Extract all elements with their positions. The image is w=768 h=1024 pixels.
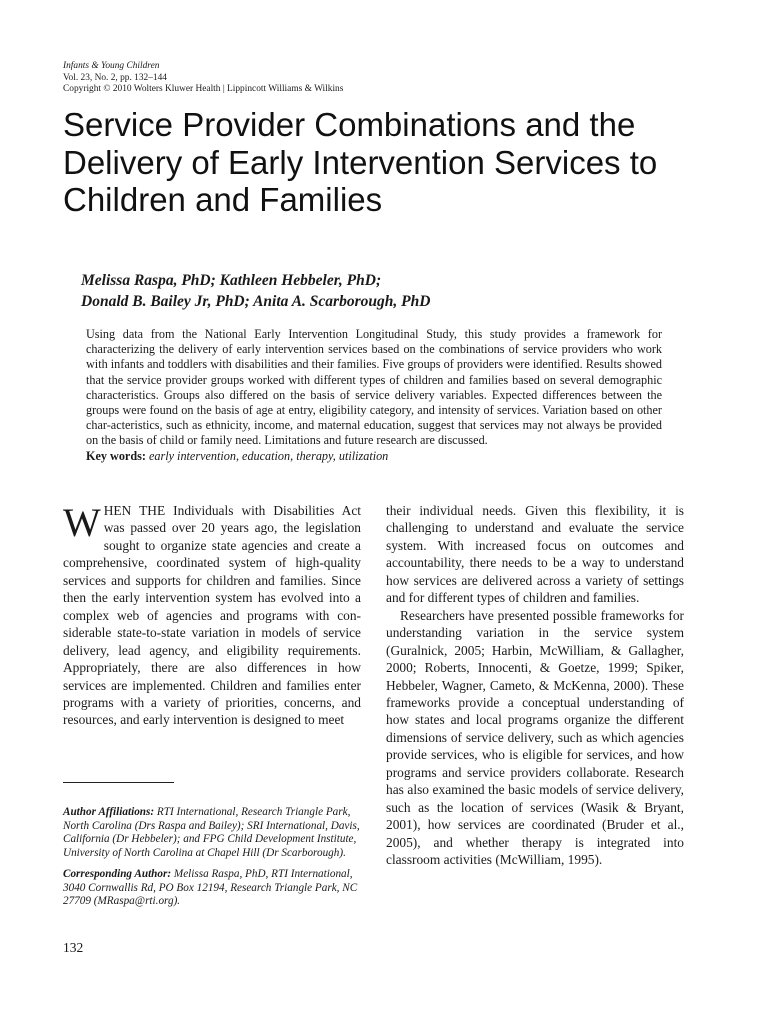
footnote-divider bbox=[63, 782, 174, 783]
keywords bbox=[86, 449, 662, 464]
affiliations-label: Author Affiliations: bbox=[63, 806, 155, 818]
drop-cap: W bbox=[63, 500, 101, 545]
keywords-list: early intervention, education, therapy, utilization bbox=[148, 448, 389, 463]
journal-volume: Vol. 23, No. 2, pp. 132–144 bbox=[63, 72, 167, 83]
authors-line-2: Donald B. Bailey Jr, PhD; Anita A. Scarborough, PhD bbox=[81, 292, 431, 310]
footnotes bbox=[63, 806, 363, 916]
body-paragraph bbox=[63, 502, 361, 729]
keywords-label: Key words: bbox=[86, 448, 146, 463]
corresponding-author bbox=[63, 868, 363, 909]
abstract-text: Using data from the National Early Intervention Longitudinal Study, this study provides a framework for characterizing the delivery of early intervention services based on the combinations of service providers who work with infants and toddlers with disabilities and their families. Five groups of providers were identified. Results showed that the service provider groups worked with different types of children and families based on several demographic characteristics. Groups also differed on the basis of service delivery variables. Expected differences between the groups were found on the basis of age at entry, eligibility category, and intensity of services. Variation based on other char-acteristics, such as ethnicity, income, and maternal education, suggest that services may not always be provided on the basis of child or family need. Limitations and future research are discussed. bbox=[86, 327, 662, 448]
body-paragraph-text: HEN THE Individuals with Disabilities Act was passed over 20 years ago, the legislation sought to organize state agencies and create a comprehensive, coordinated system of high-quality services and supports for children and families. Since then the early intervention system has evolved into a complex web of agencies and programs with considerable state-to-state variation in models of service delivery, lead agency, and eligibility requirements. Appropriately, there are also differences in how services are implemented. Children and families enter programs with a variety of priorities, concerns, and resources, and early intervention is designed to meet bbox=[63, 503, 361, 728]
page-number: 132 bbox=[63, 940, 84, 955]
journal-name: Infants & Young Children bbox=[63, 61, 160, 71]
body-column-right bbox=[386, 502, 684, 869]
corresponding-text: Melissa Raspa, PhD, RTI International, 3040 Cornwallis Rd, PO Box 12194, Research Triangle Park, NC 27709 (MRaspa@rti.org). bbox=[63, 867, 358, 908]
author-affiliations bbox=[63, 806, 363, 861]
affiliations-text: RTI International, Research Triangle Park, North Carolina (Drs Raspa and Bailey); SRI International, Davis, California (Dr Hebbeler); and FPG Child Development Institute, University of North Carolina at Chapel Hill (Dr Scarborough). bbox=[63, 806, 360, 860]
body-column-left bbox=[63, 502, 361, 729]
body-paragraph: Researchers have presented possible frameworks for understanding variation in the service system (Guralnick, 2005; Harbin, McWilliam, & Gallagher, 2000; Roberts, Innocenti, & Goetze, 1999; Spiker, Hebbeler, Wagner, Cameto, & McKenna, 2000). These frameworks provide a conceptual understanding of how states and local programs organize the different dimensions of service delivery, such as which agencies provide services, who is eligible for services, and how programs and service providers collaborate. Research has also examined the basic models of service delivery, such as the location of services (Wasik & Bryant, 2001), how services are coordinated (Bruder et al., 2005), and whether therapy is integrated into classroom activities (McWilliam, 1995). bbox=[386, 607, 684, 868]
corresponding-label: Corresponding Author: bbox=[63, 867, 172, 880]
article-title: Service Provider Combinations and the Delivery of Early Intervention Services to Children and Families bbox=[63, 106, 658, 218]
abstract bbox=[86, 327, 662, 464]
body-paragraph: their individual needs. Given this flexibility, it is challenging to understand and evaluate the service system. With increased focus on outcomes and accountability, there needs to be a way to understand how services are delivered across a variety of settings and for different types of children and families. bbox=[386, 503, 684, 606]
journal-header bbox=[63, 61, 563, 96]
authors-line-1: Melissa Raspa, PhD; Kathleen Hebbeler, PhD; bbox=[81, 272, 382, 289]
author-list bbox=[81, 271, 681, 312]
journal-copyright: Copyright © 2010 Wolters Kluwer Health | Lippincott Williams & Wilkins bbox=[63, 84, 344, 94]
